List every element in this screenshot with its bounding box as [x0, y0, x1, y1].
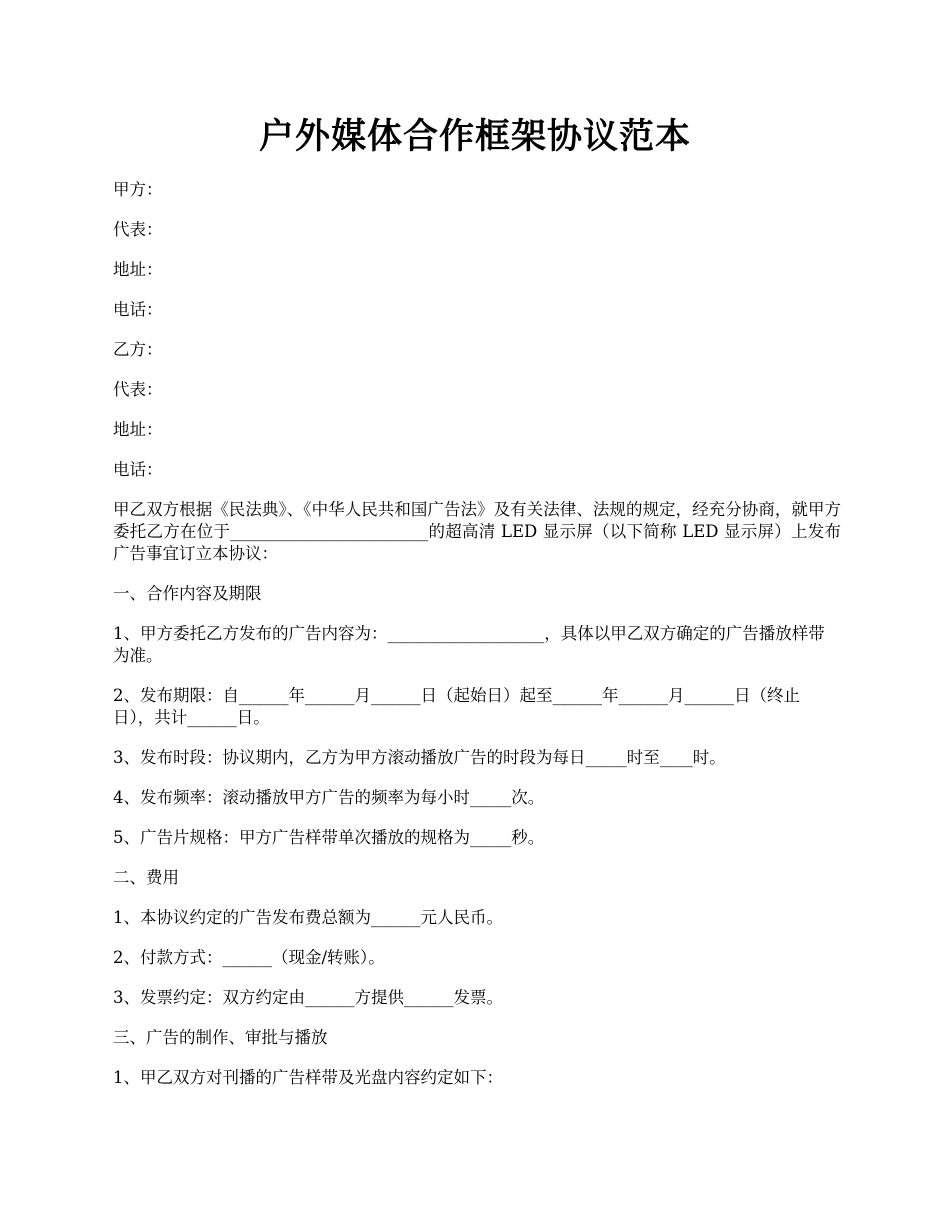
party-a-address-label: 地址：	[113, 260, 163, 279]
section-2-item-2: 2、付款方式：______（现金/转账）。	[113, 948, 385, 967]
party-b-name-label: 乙方：	[113, 340, 163, 359]
section-1-item-5: 5、广告片规格：甲方广告样带单次播放的规格为_____秒。	[113, 828, 545, 847]
section-1-item-3: 3、发布时段：协议期内，乙方为甲方滚动播放广告的时段为每日_____时至____时。	[113, 748, 726, 767]
section-3-heading: 三、广告的制作、审批与播放	[113, 1028, 328, 1047]
section-3-item-1: 1、甲乙双方对刊播的广告样带及光盘内容约定如下：	[113, 1068, 503, 1087]
party-a-phone-label: 电话：	[113, 300, 163, 319]
section-2-item-1: 1、本协议约定的广告发布费总额为______元人民币。	[113, 908, 503, 927]
section-2-heading: 二、费用	[113, 868, 179, 887]
section-1-heading: 一、合作内容及期限	[113, 584, 262, 603]
document-title: 户外媒体合作框架协议范本	[258, 116, 691, 157]
party-b-rep-label: 代表：	[113, 380, 163, 399]
section-1-item-4: 4、发布频率：滚动播放甲方广告的频率为每小时_____次。	[113, 788, 545, 807]
section-1-item-2: 2、发布期限：自______年______月______日（起始日）起至______年______月______日（终止日），共计______日。	[113, 686, 800, 727]
party-b-address-label: 地址：	[113, 420, 163, 439]
party-a-name-label: 甲方：	[113, 180, 163, 199]
party-b-phone-label: 电话：	[113, 460, 163, 479]
intro-paragraph: 甲乙双方根据《民法典》、《中华人民共和国广告法》及有关法律、法规的规定，经充分协商，就甲方委托乙方在位于________________________的超高清 LED 显示屏（以下简称 LED 显示屏）上发布广告事宜订立本协议：	[113, 500, 841, 563]
section-1-item-1: 1、甲方委托乙方发布的广告内容为：___________________，具体以甲乙双方确定的广告播放样带为准。	[113, 624, 825, 665]
document-body	[113, 179, 841, 1107]
section-2-item-3: 3、发票约定：双方约定由______方提供______发票。	[113, 988, 503, 1007]
party-a-rep-label: 代表：	[113, 220, 163, 239]
